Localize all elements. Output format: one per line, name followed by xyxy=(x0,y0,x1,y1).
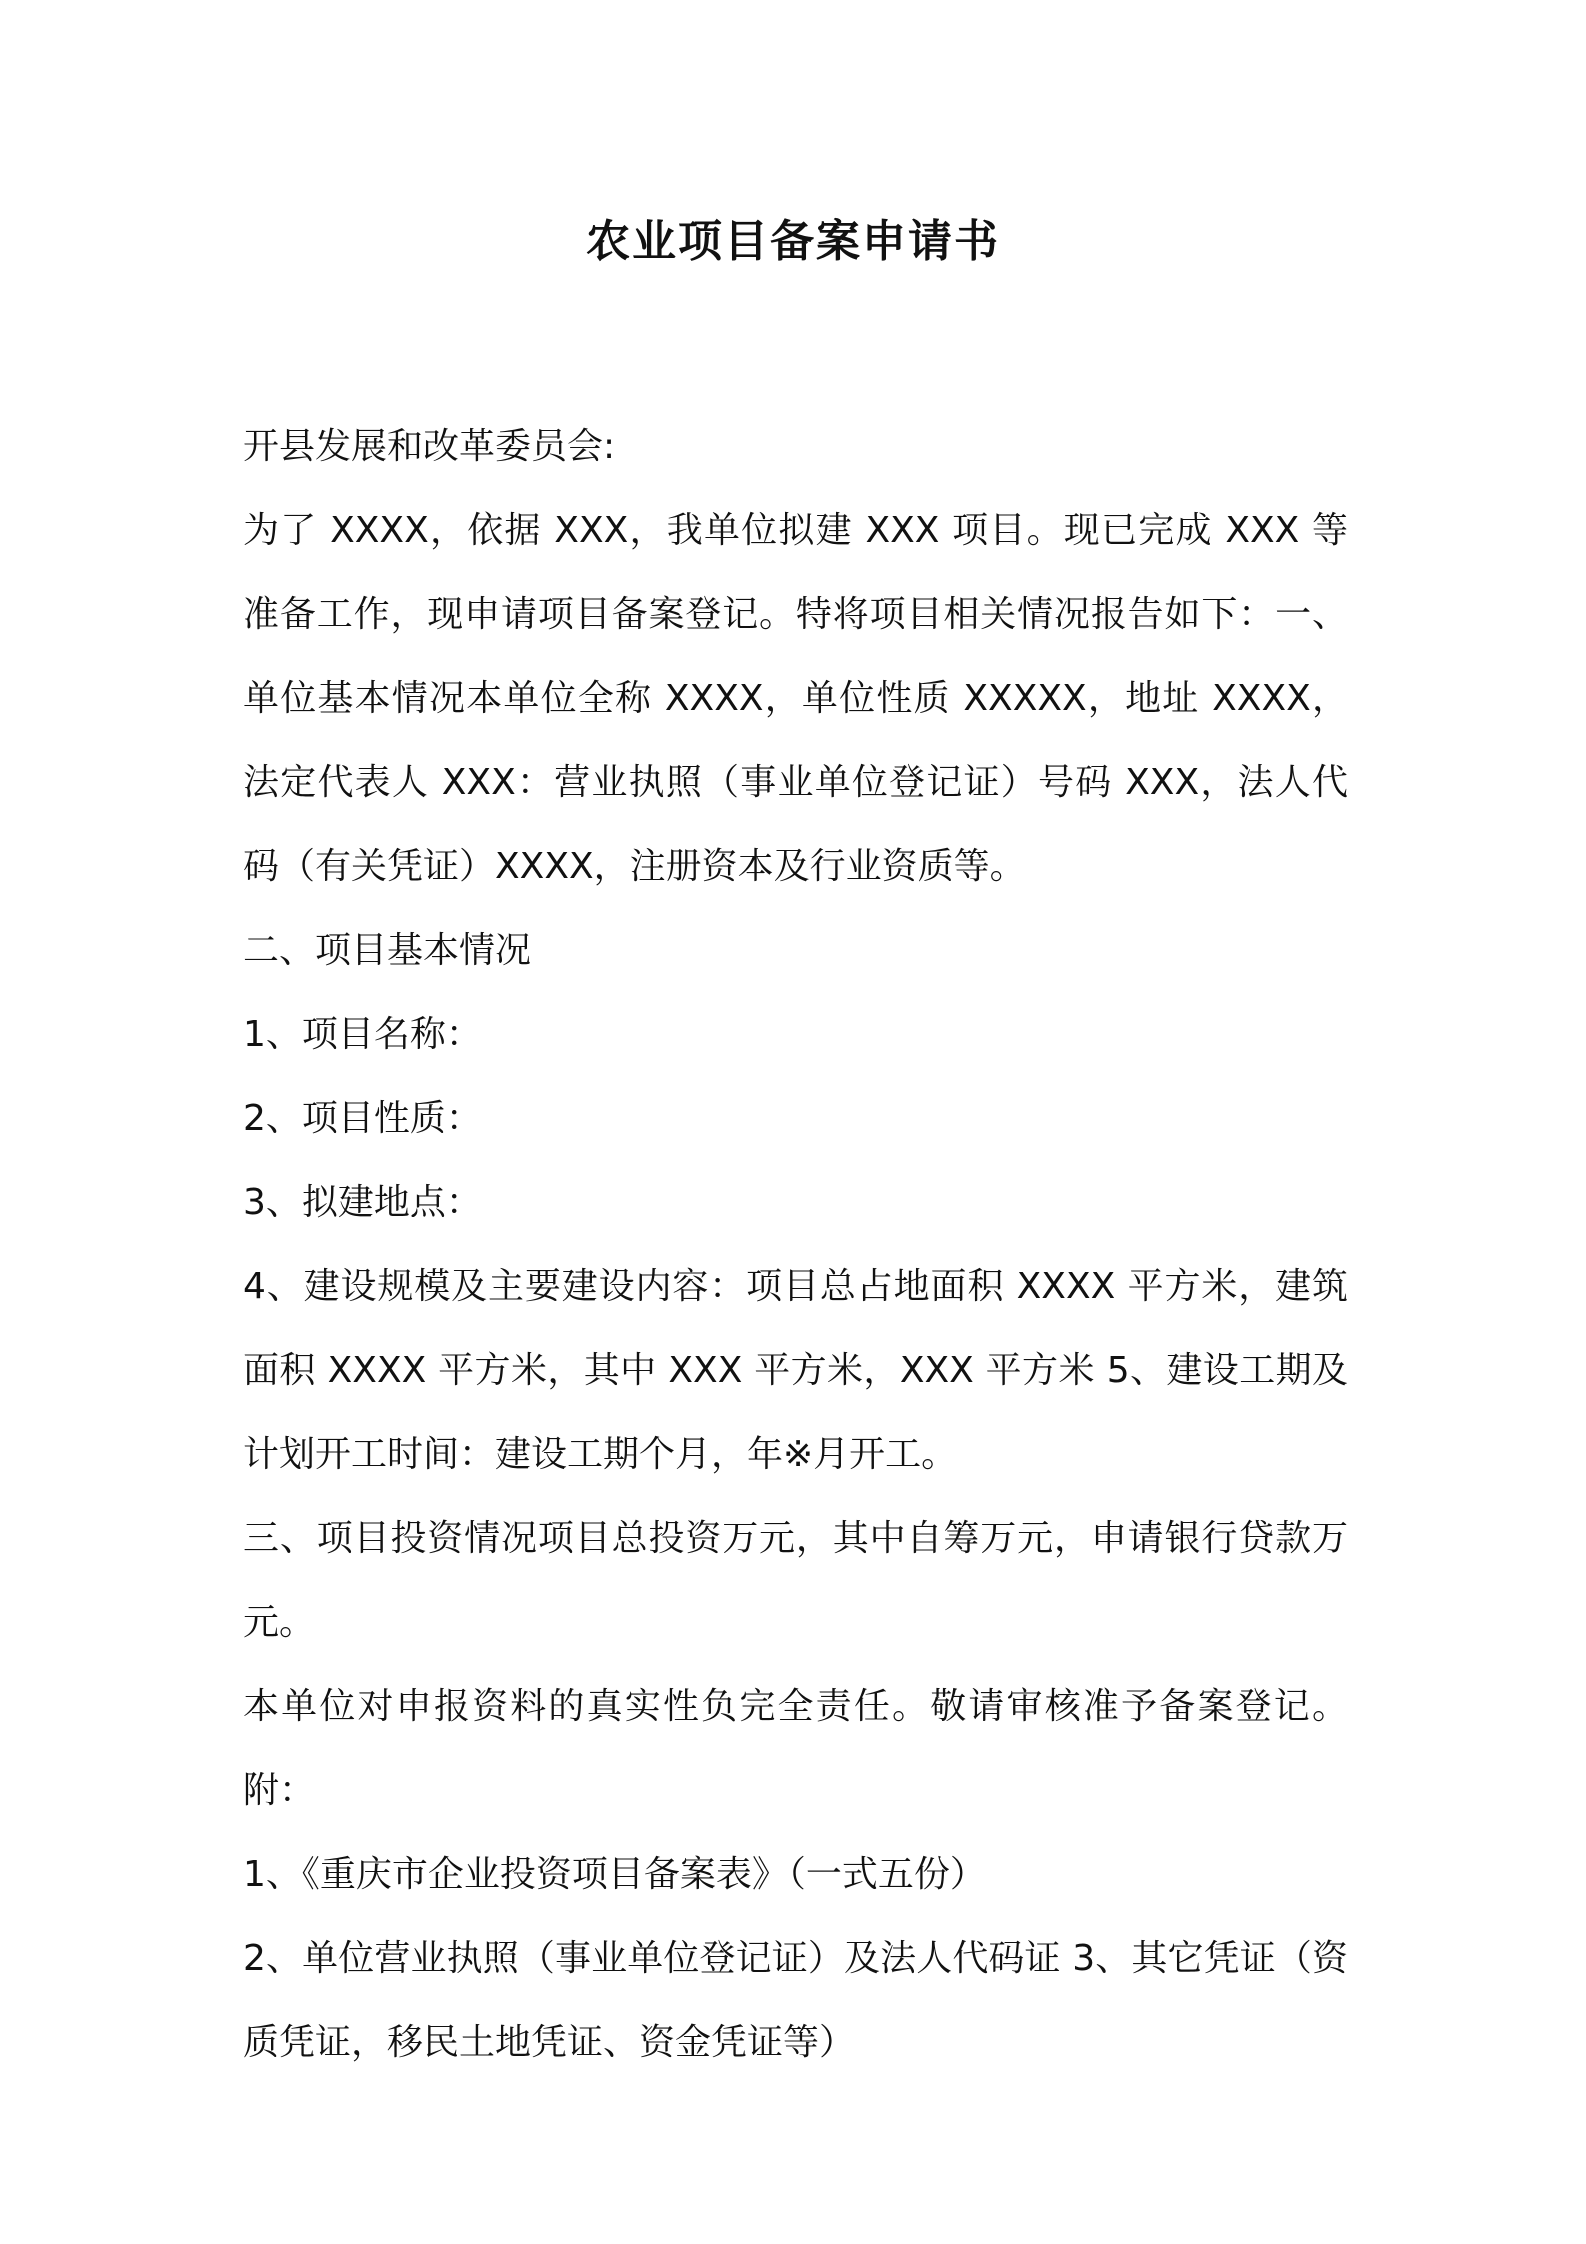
document-body xyxy=(243,405,1348,2085)
section-heading-project-basics: 二、项目基本情况 xyxy=(243,930,532,971)
responsibility-statement: 本单位对申报资料的真实性负完全责任。敬请审核准予备案登记。附： xyxy=(243,1686,1348,1811)
item-project-name: 1、项目名称： xyxy=(243,1014,482,1055)
section-investment: 三、项目投资情况项目总投资万元，其中自筹万元，申请银行贷款万元。 xyxy=(243,1518,1348,1643)
intro-paragraph: 为了 XXXX，依据 XXX，我单位拟建 XXX 项目。现已完成 XXX 等准备工作，现申请项目备案登记。特将项目相关情况报告如下：一、单位基本情况本单位全称 XXXX，单位性质 XXXXX，地址 XXXX，法定代表人 XXX：营业执照（事业单位登记证）号码 XXX，法人代码（有关凭证）XXXX，注册资本及行业资质等。 xyxy=(243,510,1348,887)
item-construction-scale: 4、建设规模及主要建设内容：项目总占地面积 XXXX 平方米，建筑面积 XXXX 平方米，其中 XXX 平方米，XXX 平方米 5、建设工期及计划开工时间：建设工期个月，年※月开工。 xyxy=(243,1266,1348,1475)
addressee: 开县发展和改革委员会: xyxy=(243,426,616,467)
item-project-location: 3、拟建地点： xyxy=(243,1182,482,1223)
item-project-nature: 2、项目性质： xyxy=(243,1098,482,1139)
document-title: 农业项目备案申请书 xyxy=(586,216,1000,267)
attachment-item-2: 2、单位营业执照（事业单位登记证）及法人代码证 3、其它凭证（资质凭证，移民土地凭证、资金凭证等） xyxy=(243,1938,1348,2063)
attachment-item-1: 1、《重庆市企业投资项目备案表》（一式五份） xyxy=(243,1854,986,1895)
